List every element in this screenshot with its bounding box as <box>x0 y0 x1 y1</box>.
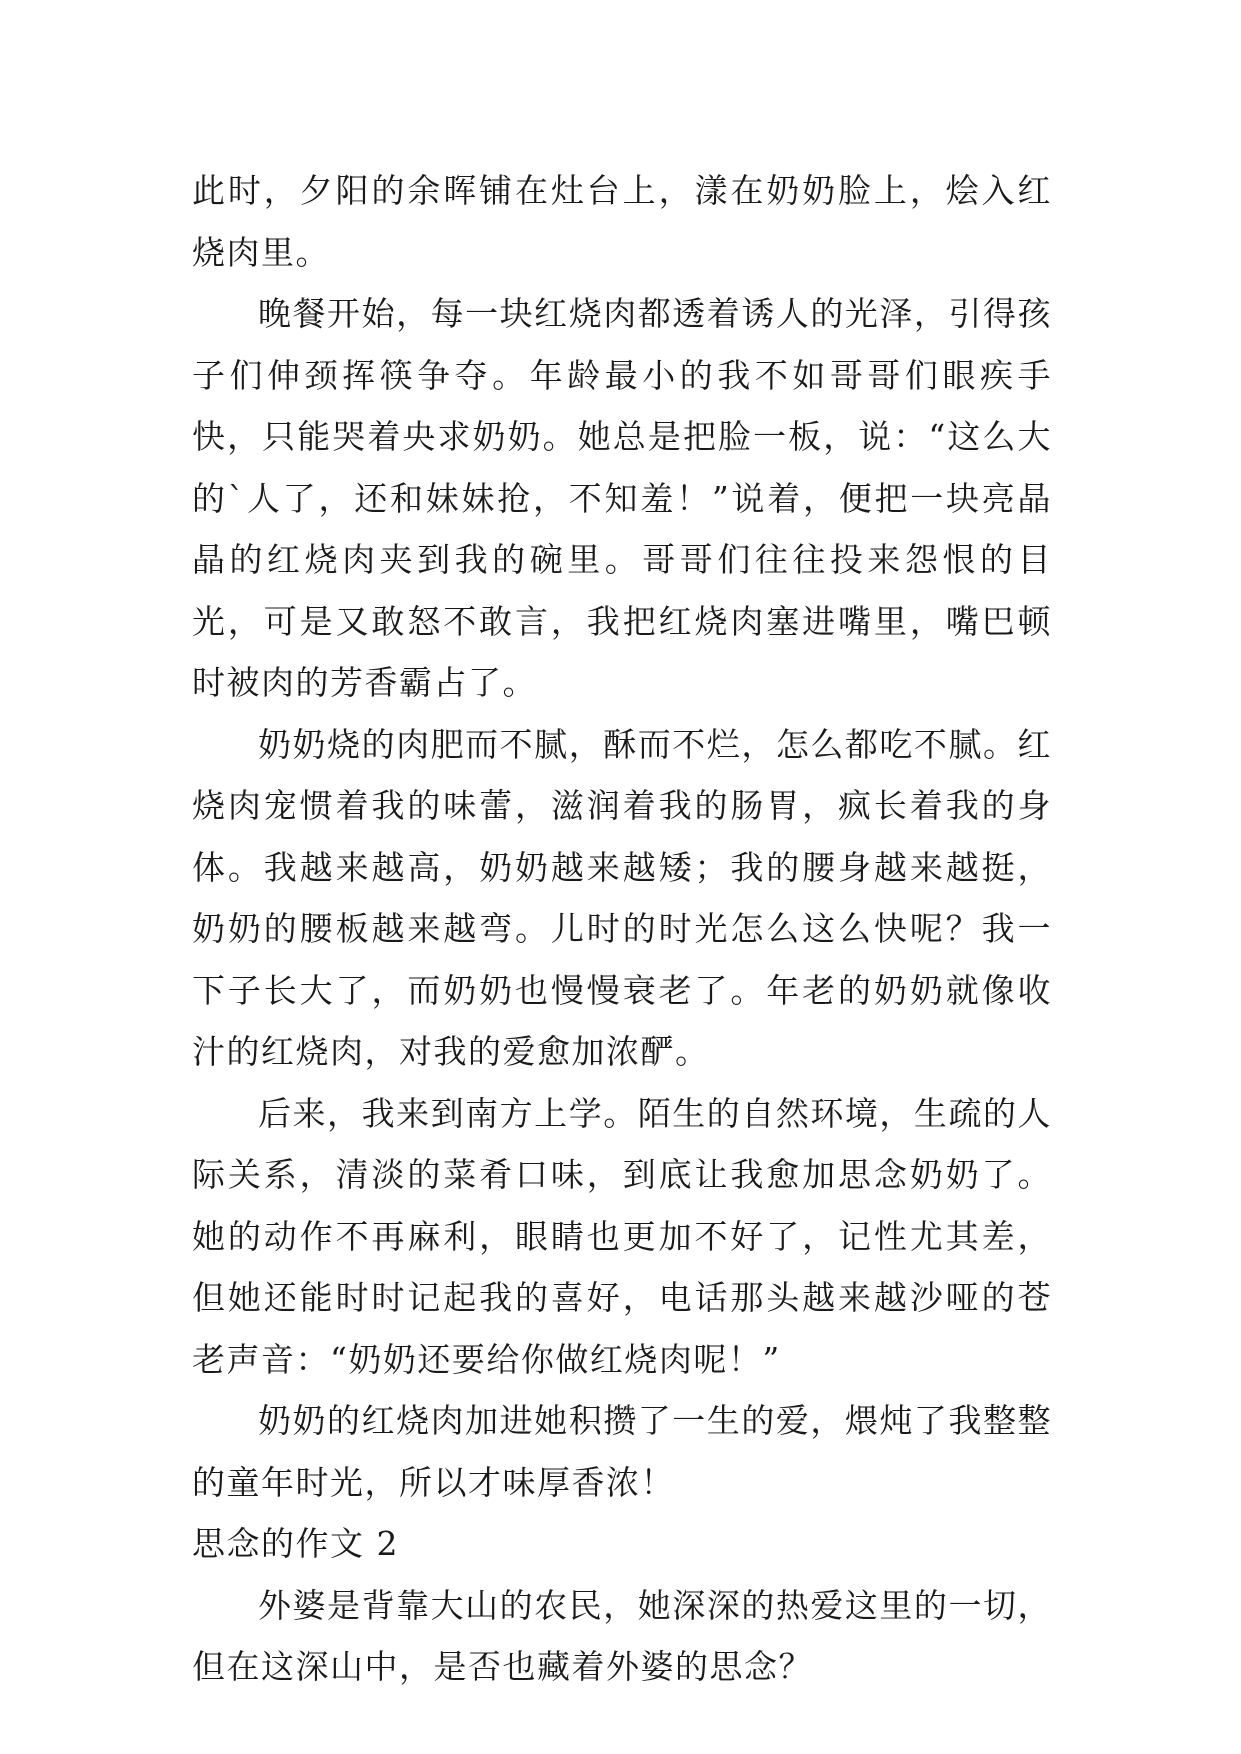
paragraph: 奶奶的红烧肉加进她积攒了一生的爱，煨炖了我整整的童年时光，所以才味厚香浓！ <box>192 1401 1052 1502</box>
paragraph: 后来，我来到南方上学。陌生的自然环境，生疏的人际关系，清淡的菜肴口味，到底让我愈加思念奶奶了。她的动作不再麻利，眼睛也更加不好了，记性尤其差，但她还能时时记起我的喜好，电话那头越来越沙哑的苍老声音：“奶奶还要给你做红烧肉呢！” <box>192 1093 1052 1379</box>
section-title: 思念的作文 2 <box>192 1524 399 1563</box>
paragraph: 晚餐开始，每一块红烧肉都透着诱人的光泽，引得孩子们伸颈挥筷争夺。年龄最小的我不如哥哥们眼疾手快，只能哭着央求奶奶。她总是把脸一板，说：“这么大的`人了，还和妹妹抢，不知羞！”说着，便把一块亮晶晶的红烧肉夹到我的碗里。哥哥们往往投来怨恨的目光，可是又敢怒不敢言，我把红烧肉塞进嘴里，嘴巴顿时被肉的芳香霸占了。 <box>192 294 1052 702</box>
paragraph: 外婆是背靠大山的农民，她深深的热爱这里的一切，但在这深山中，是否也藏着外婆的思念？ <box>192 1585 1052 1686</box>
document-body <box>192 160 1052 1698</box>
paragraph: 奶奶烧的肉肥而不腻，酥而不烂，怎么都吃不腻。红烧肉宠惯着我的味蕾，滋润着我的肠胃，疯长着我的身体。我越来越高，奶奶越来越矮；我的腰身越来越挺，奶奶的腰板越来越弯。儿时的时光怎么这么快呢？我一下子长大了，而奶奶也慢慢衰老了。年老的奶奶就像收汁的红烧肉，对我的爱愈加浓酽。 <box>192 724 1052 1071</box>
paragraph-continuation: 此时，夕阳的余晖铺在灶台上，漾在奶奶脸上，烩入红烧肉里。 <box>192 171 1052 272</box>
